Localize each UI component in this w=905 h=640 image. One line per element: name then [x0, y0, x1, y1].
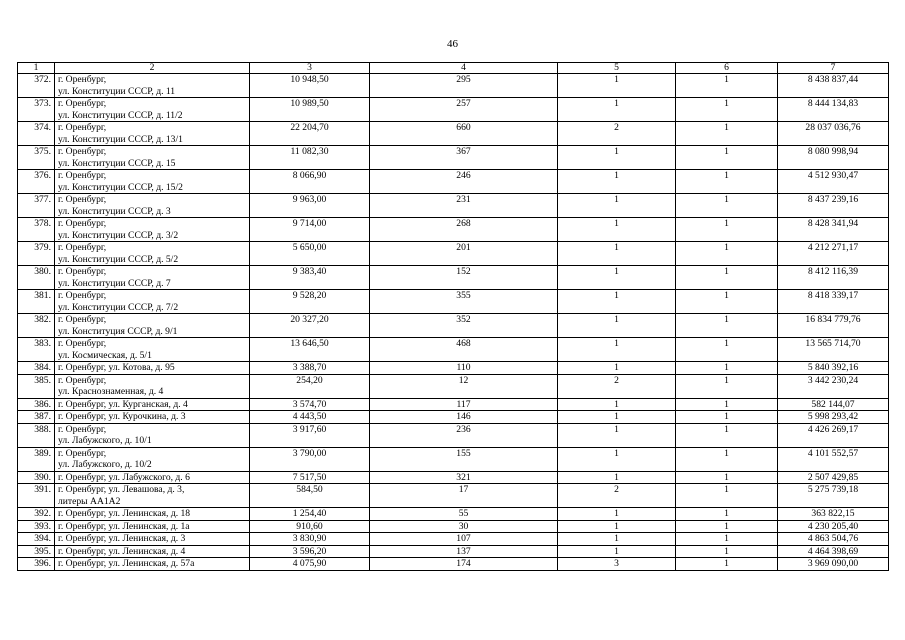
column-6-cell: 1 — [676, 471, 778, 484]
row-number-cell: 374. — [18, 122, 55, 146]
amount-cell: 8 444 134,83 — [778, 98, 889, 122]
table-row — [18, 374, 889, 398]
amount-cell: 2 507 429,85 — [778, 471, 889, 484]
address-cell — [55, 74, 250, 98]
count-cell: 55 — [370, 508, 558, 521]
count-cell: 268 — [370, 218, 558, 242]
address-line: ул. Конституции СССР, д. 13/1 — [58, 133, 183, 145]
column-5-cell: 2 — [558, 484, 676, 508]
address-line: ул. Конституции СССР, д. 5/2 — [58, 253, 179, 265]
count-cell: 660 — [370, 122, 558, 146]
address-line: г. Оренбург, — [58, 170, 107, 181]
column-6-cell: 1 — [676, 545, 778, 558]
table-row — [18, 411, 889, 424]
amount-cell: 4 863 504,76 — [778, 533, 889, 546]
address-cell — [55, 194, 250, 218]
amount-cell: 363 822,15 — [778, 508, 889, 521]
area-cell: 20 327,20 — [250, 314, 370, 338]
address-line: г. Оренбург, — [58, 338, 107, 349]
address-line: литеры АА1А2 — [58, 495, 121, 507]
amount-cell: 5 998 293,42 — [778, 411, 889, 424]
table-row — [18, 423, 889, 447]
address-cell — [55, 374, 250, 398]
address-cell — [55, 558, 250, 571]
address-line: г. Оренбург, ул. Курганская, д. 4 — [58, 398, 188, 410]
column-5-cell: 1 — [558, 447, 676, 471]
count-cell: 30 — [370, 520, 558, 533]
address-cell — [55, 398, 250, 411]
address-line: г. Оренбург, ул. Ленинская, д. 1а — [58, 520, 190, 532]
amount-cell: 3 969 090,00 — [778, 558, 889, 571]
amount-cell: 8 428 341,94 — [778, 218, 889, 242]
row-number-cell: 375. — [18, 146, 55, 170]
column-5-cell: 1 — [558, 471, 676, 484]
count-cell: 12 — [370, 374, 558, 398]
address-cell — [55, 423, 250, 447]
address-cell — [55, 146, 250, 170]
column-5-cell: 3 — [558, 558, 676, 571]
column-6-cell: 1 — [676, 170, 778, 194]
row-number-cell: 396. — [18, 558, 55, 571]
area-cell: 584,50 — [250, 484, 370, 508]
column-header-2: 2 — [55, 63, 250, 74]
table-row — [18, 558, 889, 571]
column-5-cell: 1 — [558, 146, 676, 170]
table-row — [18, 290, 889, 314]
row-number-cell: 388. — [18, 423, 55, 447]
column-6-cell: 1 — [676, 411, 778, 424]
amount-cell: 5 275 739,18 — [778, 484, 889, 508]
address-line: ул. Конституции СССР, д. 11 — [58, 85, 176, 97]
count-cell: 174 — [370, 558, 558, 571]
area-cell: 9 528,20 — [250, 290, 370, 314]
address-line: г. Оренбург, ул. Котова, д. 95 — [58, 362, 175, 373]
row-number-cell: 393. — [18, 520, 55, 533]
column-5-cell: 1 — [558, 411, 676, 424]
row-number-cell: 372. — [18, 74, 55, 98]
area-cell: 11 082,30 — [250, 146, 370, 170]
count-cell: 117 — [370, 398, 558, 411]
address-cell — [55, 508, 250, 521]
area-cell: 254,20 — [250, 374, 370, 398]
area-cell: 3 917,60 — [250, 423, 370, 447]
amount-cell: 4 512 930,47 — [778, 170, 889, 194]
area-cell: 4 075,90 — [250, 558, 370, 571]
amount-cell: 16 834 779,76 — [778, 314, 889, 338]
amount-cell: 3 442 230,24 — [778, 374, 889, 398]
row-number-cell: 373. — [18, 98, 55, 122]
column-6-cell: 1 — [676, 74, 778, 98]
column-5-cell: 1 — [558, 508, 676, 521]
address-line: ул. Конституции СССР, д. 3/2 — [58, 229, 179, 241]
row-number-cell: 377. — [18, 194, 55, 218]
address-line: г. Оренбург, ул. Ленинская, д. 57а — [58, 558, 195, 569]
row-number-cell: 376. — [18, 170, 55, 194]
amount-cell: 8 437 239,16 — [778, 194, 889, 218]
count-cell: 201 — [370, 242, 558, 266]
table-row — [18, 533, 889, 546]
amount-cell: 8 418 339,17 — [778, 290, 889, 314]
row-number-cell: 380. — [18, 266, 55, 290]
amount-cell: 4 230 205,40 — [778, 520, 889, 533]
count-cell: 236 — [370, 423, 558, 447]
area-cell: 10 989,50 — [250, 98, 370, 122]
count-cell: 152 — [370, 266, 558, 290]
address-line: г. Оренбург, — [58, 194, 107, 205]
column-header-3: 3 — [250, 63, 370, 74]
address-line: ул. Конституции СССР, д. 15/2 — [58, 181, 183, 193]
address-cell — [55, 545, 250, 558]
address-line: г. Оренбург, — [58, 74, 107, 85]
address-cell — [55, 122, 250, 146]
address-line: ул. Конституции СССР, д. 15 — [58, 157, 176, 169]
address-cell — [55, 314, 250, 338]
table-row — [18, 314, 889, 338]
address-cell — [55, 338, 250, 362]
address-cell — [55, 471, 250, 484]
row-number-cell: 389. — [18, 447, 55, 471]
address-cell — [55, 170, 250, 194]
column-5-cell: 1 — [558, 74, 676, 98]
amount-cell: 5 840 392,16 — [778, 362, 889, 375]
table-row — [18, 508, 889, 521]
count-cell: 355 — [370, 290, 558, 314]
table-row — [18, 545, 889, 558]
area-cell: 3 790,00 — [250, 447, 370, 471]
column-5-cell: 1 — [558, 266, 676, 290]
count-cell: 246 — [370, 170, 558, 194]
column-5-cell: 1 — [558, 398, 676, 411]
column-5-cell: 1 — [558, 545, 676, 558]
area-cell: 9 714,00 — [250, 218, 370, 242]
address-line: ул. Космическая, д. 5/1 — [58, 349, 152, 361]
register-table — [17, 62, 889, 571]
address-cell — [55, 533, 250, 546]
address-line: г. Оренбург, — [58, 218, 107, 229]
column-5-cell: 1 — [558, 98, 676, 122]
area-cell: 3 830,90 — [250, 533, 370, 546]
table-row — [18, 266, 889, 290]
address-line: г. Оренбург, — [58, 374, 107, 386]
column-6-cell: 1 — [676, 218, 778, 242]
column-6-cell: 1 — [676, 520, 778, 533]
column-header-1: 1 — [18, 63, 55, 74]
count-cell: 257 — [370, 98, 558, 122]
count-cell: 352 — [370, 314, 558, 338]
row-number-cell: 387. — [18, 411, 55, 424]
column-6-cell: 1 — [676, 398, 778, 411]
table-row — [18, 362, 889, 375]
count-cell: 137 — [370, 545, 558, 558]
count-cell: 146 — [370, 411, 558, 424]
row-number-cell: 386. — [18, 398, 55, 411]
column-6-cell: 1 — [676, 533, 778, 546]
column-6-cell: 1 — [676, 423, 778, 447]
table-body — [18, 74, 889, 571]
count-cell: 321 — [370, 471, 558, 484]
table-header — [18, 63, 889, 74]
address-cell — [55, 98, 250, 122]
row-number-cell: 378. — [18, 218, 55, 242]
column-6-cell: 1 — [676, 508, 778, 521]
column-6-cell: 1 — [676, 484, 778, 508]
column-6-cell: 1 — [676, 98, 778, 122]
address-line: г. Оренбург, — [58, 290, 107, 301]
count-cell: 295 — [370, 74, 558, 98]
address-line: г. Оренбург, — [58, 146, 107, 157]
count-cell: 17 — [370, 484, 558, 508]
count-cell: 110 — [370, 362, 558, 375]
address-cell — [55, 266, 250, 290]
area-cell: 5 650,00 — [250, 242, 370, 266]
page-number: 46 — [447, 38, 458, 50]
column-5-cell: 1 — [558, 170, 676, 194]
address-cell — [55, 242, 250, 266]
address-line: г. Оренбург, — [58, 314, 107, 325]
column-6-cell: 1 — [676, 374, 778, 398]
address-line: ул. Лабужского, д. 10/2 — [58, 459, 152, 470]
amount-cell: 8 080 998,94 — [778, 146, 889, 170]
column-6-cell: 1 — [676, 558, 778, 571]
table-row — [18, 338, 889, 362]
table-row — [18, 520, 889, 533]
column-6-cell: 1 — [676, 194, 778, 218]
address-line: г. Оренбург, ул. Курочкина, д. 3 — [58, 411, 186, 422]
count-cell: 155 — [370, 447, 558, 471]
address-line: ул. Конституция СССР, д. 9/1 — [58, 325, 178, 337]
count-cell: 107 — [370, 533, 558, 546]
area-cell: 3 574,70 — [250, 398, 370, 411]
table-row — [18, 122, 889, 146]
column-5-cell: 1 — [558, 362, 676, 375]
row-number-cell: 379. — [18, 242, 55, 266]
address-line: г. Оренбург, ул. Ленинская, д. 3 — [58, 533, 186, 544]
amount-cell: 4 426 269,17 — [778, 423, 889, 447]
address-line: г. Оренбург, — [58, 423, 107, 435]
area-cell: 13 646,50 — [250, 338, 370, 362]
amount-cell: 4 212 271,17 — [778, 242, 889, 266]
column-header-7: 7 — [778, 63, 889, 74]
area-cell: 9 963,00 — [250, 194, 370, 218]
area-cell: 9 383,40 — [250, 266, 370, 290]
row-number-cell: 385. — [18, 374, 55, 398]
column-6-cell: 1 — [676, 266, 778, 290]
column-6-cell: 1 — [676, 122, 778, 146]
header-row — [18, 63, 889, 74]
column-5-cell: 1 — [558, 194, 676, 218]
address-cell — [55, 484, 250, 508]
column-header-6: 6 — [676, 63, 778, 74]
count-cell: 367 — [370, 146, 558, 170]
amount-cell: 13 565 714,70 — [778, 338, 889, 362]
column-5-cell: 1 — [558, 423, 676, 447]
area-cell: 3 596,20 — [250, 545, 370, 558]
area-cell: 3 388,70 — [250, 362, 370, 375]
table-row — [18, 471, 889, 484]
area-cell: 22 204,70 — [250, 122, 370, 146]
row-number-cell: 384. — [18, 362, 55, 375]
row-number-cell: 394. — [18, 533, 55, 546]
column-5-cell: 2 — [558, 122, 676, 146]
address-line: г. Оренбург, — [58, 122, 107, 133]
area-cell: 910,60 — [250, 520, 370, 533]
column-header-4: 4 — [370, 63, 558, 74]
table-row — [18, 146, 889, 170]
address-line: г. Оренбург, — [58, 266, 107, 277]
amount-cell: 8 412 116,39 — [778, 266, 889, 290]
address-line: г. Оренбург, ул. Ленинская, д. 18 — [58, 508, 191, 519]
area-cell: 8 066,90 — [250, 170, 370, 194]
table-row — [18, 98, 889, 122]
column-6-cell: 1 — [676, 447, 778, 471]
address-cell — [55, 290, 250, 314]
row-number-cell: 383. — [18, 338, 55, 362]
column-6-cell: 1 — [676, 314, 778, 338]
address-line: г. Оренбург, ул. Левашова, д. 3, — [58, 484, 185, 495]
address-cell — [55, 362, 250, 375]
row-number-cell: 391. — [18, 484, 55, 508]
address-line: г. Оренбург, ул. Ленинская, д. 4 — [58, 545, 186, 557]
table-row — [18, 170, 889, 194]
address-line: ул. Краснознаменная, д. 4 — [58, 386, 164, 397]
table-row — [18, 484, 889, 508]
area-cell: 7 517,50 — [250, 471, 370, 484]
table-row — [18, 398, 889, 411]
column-6-cell: 1 — [676, 290, 778, 314]
address-line: ул. Лабужского, д. 10/1 — [58, 435, 152, 446]
address-line: ул. Конституции СССР, д. 11/2 — [58, 109, 183, 121]
column-5-cell: 1 — [558, 218, 676, 242]
address-line: ул. Конституции СССР, д. 7/2 — [58, 301, 179, 313]
column-5-cell: 1 — [558, 242, 676, 266]
amount-cell: 28 037 036,76 — [778, 122, 889, 146]
column-header-5: 5 — [558, 63, 676, 74]
column-6-cell: 1 — [676, 242, 778, 266]
amount-cell: 4 101 552,57 — [778, 447, 889, 471]
column-6-cell: 1 — [676, 338, 778, 362]
column-5-cell: 1 — [558, 520, 676, 533]
row-number-cell: 395. — [18, 545, 55, 558]
address-line: г. Оренбург, ул. Лабужского, д. 6 — [58, 471, 190, 483]
column-5-cell: 1 — [558, 533, 676, 546]
row-number-cell: 390. — [18, 471, 55, 484]
address-cell — [55, 218, 250, 242]
column-5-cell: 1 — [558, 290, 676, 314]
address-line: г. Оренбург, — [58, 447, 107, 459]
table-row — [18, 242, 889, 266]
address-cell — [55, 520, 250, 533]
table-row — [18, 218, 889, 242]
column-5-cell: 1 — [558, 338, 676, 362]
column-5-cell: 2 — [558, 374, 676, 398]
amount-cell: 8 438 837,44 — [778, 74, 889, 98]
count-cell: 468 — [370, 338, 558, 362]
address-cell — [55, 447, 250, 471]
address-line: г. Оренбург, — [58, 242, 107, 253]
row-number-cell: 392. — [18, 508, 55, 521]
address-line: ул. Конституции СССР, д. 7 — [58, 277, 171, 289]
table-row — [18, 194, 889, 218]
column-5-cell: 1 — [558, 314, 676, 338]
area-cell: 4 443,50 — [250, 411, 370, 424]
count-cell: 231 — [370, 194, 558, 218]
area-cell: 10 948,50 — [250, 74, 370, 98]
address-cell — [55, 411, 250, 424]
amount-cell: 582 144,07 — [778, 398, 889, 411]
address-line: ул. Конституции СССР, д. 3 — [58, 205, 171, 217]
column-6-cell: 1 — [676, 146, 778, 170]
table-row — [18, 74, 889, 98]
address-line: г. Оренбург, — [58, 98, 107, 109]
row-number-cell: 381. — [18, 290, 55, 314]
column-6-cell: 1 — [676, 362, 778, 375]
row-number-cell: 382. — [18, 314, 55, 338]
table-row — [18, 447, 889, 471]
area-cell: 1 254,40 — [250, 508, 370, 521]
amount-cell: 4 464 398,69 — [778, 545, 889, 558]
